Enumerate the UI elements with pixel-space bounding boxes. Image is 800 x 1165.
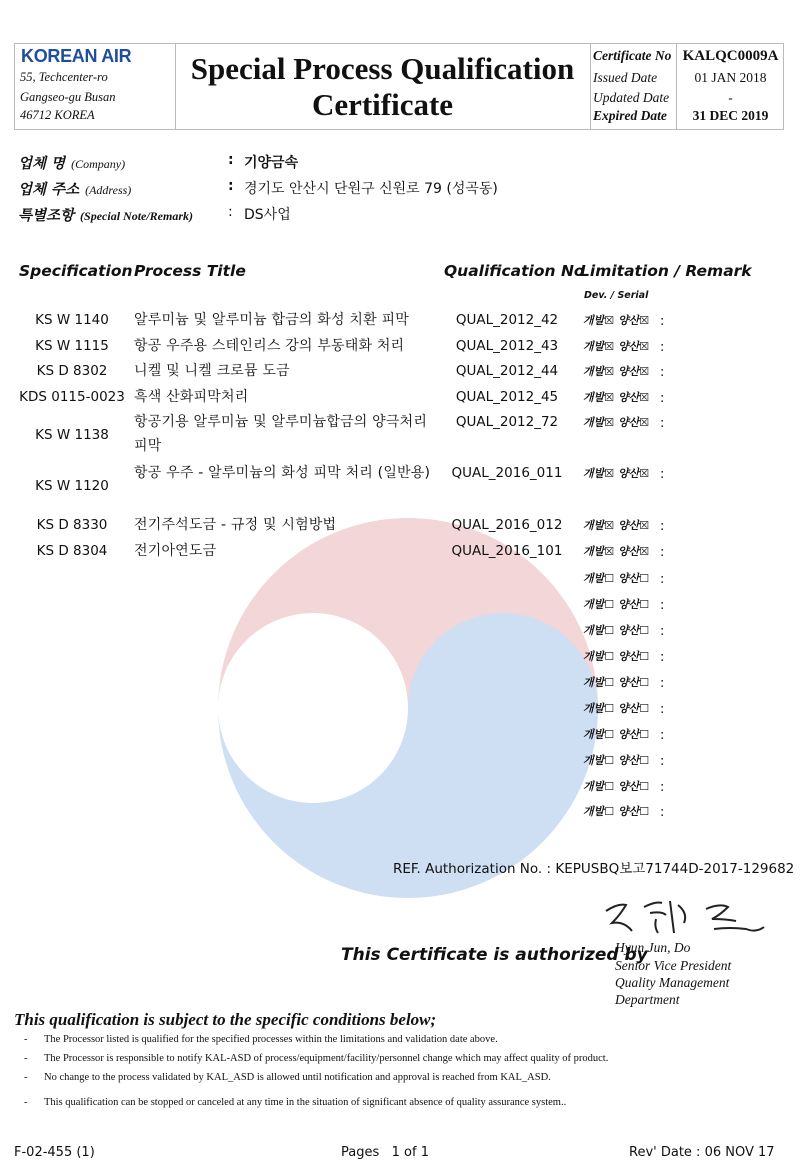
condition-item: - This qualification can be stopped or canceled at any time in the situation of significant absence of quality assurance system.. xyxy=(24,1097,567,1108)
limitation-cell: 개발☒ 양산☒ xyxy=(583,391,650,404)
limitation-cell: 개발☐ 양산☐ xyxy=(583,780,650,793)
limitation-cell: 개발☐ 양산☐ xyxy=(583,624,650,637)
remark-colon: : xyxy=(660,572,665,587)
expired-date-value: 31 DEC 2019 xyxy=(692,108,769,123)
remark-colon: : xyxy=(660,780,665,795)
address-label-ko: 업체 주소 xyxy=(18,182,80,198)
remark-colon: : xyxy=(660,650,665,665)
title-line-2: Certificate xyxy=(311,87,454,122)
header-qualification-no: Qualification No xyxy=(444,262,585,280)
company-label-ko: 업체 명 xyxy=(18,156,66,172)
signer-name: Hyun Jun, Do xyxy=(615,940,691,955)
spec-cell: KS D 8330 xyxy=(36,517,108,533)
process-title-cell: 흑색 산화피막처리 xyxy=(134,389,249,405)
limitation-cell: 개발☒ 양산☒ xyxy=(583,519,650,532)
qualification-no-cell: QUAL_2016_012 xyxy=(451,517,563,533)
header-limitation-remark: Limitation / Remark xyxy=(580,262,752,280)
header-process-title: Process Title xyxy=(134,262,246,280)
signature-image xyxy=(596,893,766,939)
certificate-no-value: KALQC0009A xyxy=(682,48,779,64)
watermark-emblem xyxy=(218,518,598,898)
address-label-en: (Address) xyxy=(85,183,132,197)
spec-cell: KS W 1140 xyxy=(35,312,109,328)
remark-colon: : xyxy=(660,676,665,691)
condition-item: - No change to the process validated by KAL_ASD is allowed until notification and approval is reached from KAL_ASD. xyxy=(24,1072,551,1083)
dev-serial-label: Dev. / Serial xyxy=(584,290,649,301)
spec-cell: KS D 8304 xyxy=(36,543,108,559)
remark-colon: : xyxy=(660,467,665,482)
limitation-cell: 개발☐ 양산☐ xyxy=(583,728,650,741)
reference-number: REF. Authorization No. : KEPUSBQ보고71744D-2017-129682 xyxy=(393,861,795,877)
certificate-no-label: Certificate No xyxy=(593,48,672,63)
document-title xyxy=(175,44,591,129)
process-title-cell: 항공 우주 - 알루미늄의 화성 피막 처리 (일반용) xyxy=(134,465,431,481)
limitation-cell: 개발☒ 양산☒ xyxy=(583,340,650,353)
certificate-header xyxy=(14,43,784,130)
company-name-row xyxy=(18,152,299,174)
spec-cell: KS D 8302 xyxy=(36,363,108,379)
address-separator: : xyxy=(228,178,234,194)
remark-colon: : xyxy=(660,519,665,534)
expired-date-row xyxy=(590,108,783,128)
special-note-value: DS사업 xyxy=(244,207,291,223)
signer-department-line-1: Quality Management xyxy=(615,975,730,990)
note-separator: : xyxy=(228,204,233,220)
revision-date: Rev' Date : 06 NOV 17 xyxy=(629,1145,775,1160)
authorization-statement: This Certificate is authorized by xyxy=(341,945,648,965)
process-title-cell: 항공 우주용 스테인리스 강의 부동태화 처리 xyxy=(134,338,405,354)
issued-date-row xyxy=(590,70,783,90)
limitation-cell: 개발☐ 양산☐ xyxy=(583,650,650,663)
title-line-1: Special Process Qualification xyxy=(190,51,575,86)
address-line-2: Gangseo-gu Busan xyxy=(20,90,116,104)
qualification-no-cell: QUAL_2016_011 xyxy=(451,465,563,481)
company-address-value: 경기도 안산시 단원구 신원로 79 (성곡동) xyxy=(244,181,498,197)
conditions-heading: This qualification is subject to the specific conditions below; xyxy=(14,1010,437,1029)
condition-item: - The Processor listed is qualified for the specified processes within the limitations and validation date above. xyxy=(24,1034,498,1045)
updated-date-row xyxy=(590,90,783,110)
limitation-cell: 개발☒ 양산☒ xyxy=(583,545,650,558)
company-separator: : xyxy=(228,152,234,168)
address-line-1: 55, Techcenter-ro xyxy=(20,70,108,84)
updated-date-label: Updated Date xyxy=(593,90,670,105)
header-specification: Specification xyxy=(19,262,133,280)
special-note-row xyxy=(18,204,291,226)
certificate-no-row xyxy=(590,48,783,68)
company-label-en: (Company) xyxy=(71,157,126,171)
process-title-cell: 항공기용 알루미늄 및 알루미늄합금의 양극처리 피막 xyxy=(134,414,428,454)
limitation-cell: 개발☐ 양산☐ xyxy=(583,805,650,818)
remark-colon: : xyxy=(660,314,665,329)
limitation-cell: 개발☒ 양산☒ xyxy=(583,467,650,480)
remark-colon: : xyxy=(660,365,665,380)
signer-title: Senior Vice President xyxy=(615,958,732,973)
limitation-cell: 개발☒ 양산☒ xyxy=(583,416,650,429)
qualification-no-cell: QUAL_2012_72 xyxy=(455,414,559,430)
page-count: Pages 1 of 1 xyxy=(341,1145,429,1160)
limitation-cell: 개발☐ 양산☐ xyxy=(583,676,650,689)
address-line-3: 46712 KOREA xyxy=(20,108,95,122)
qualification-no-cell: QUAL_2016_101 xyxy=(451,543,563,559)
process-title-cell: 전기주석도금 - 규정 및 시험방법 xyxy=(134,517,337,533)
company-name-value: 기양금속 xyxy=(244,155,299,171)
korean-air-logo: KOREAN AIR xyxy=(21,46,132,66)
remark-colon: : xyxy=(660,340,665,355)
spec-cell: KDS 0115-0023 xyxy=(19,389,125,405)
spec-cell: KS W 1138 xyxy=(35,427,109,443)
qualification-no-cell: QUAL_2012_43 xyxy=(455,338,559,354)
process-title-cell: 알루미늄 및 알루미늄 합금의 화성 치환 피막 xyxy=(134,312,409,328)
updated-date-value: - xyxy=(728,90,733,105)
condition-item: - The Processor is responsible to notify KAL-ASD of process/equipment/facility/personnel change which may affect quality of product. xyxy=(24,1053,609,1064)
limitation-cell: 개발☐ 양산☐ xyxy=(583,598,650,611)
limitation-cell: 개발☐ 양산☐ xyxy=(583,702,650,715)
limitation-cell: 개발☐ 양산☐ xyxy=(583,572,650,585)
qualification-no-cell: QUAL_2012_45 xyxy=(455,389,559,405)
process-title-cell: 니켈 및 니켈 크로뮴 도금 xyxy=(134,363,290,379)
limitation-cell: 개발☐ 양산☐ xyxy=(583,754,650,767)
remark-colon: : xyxy=(660,728,665,743)
company-address-row xyxy=(18,178,498,200)
spec-cell: KS W 1115 xyxy=(35,338,109,354)
qualification-no-cell: QUAL_2012_42 xyxy=(455,312,559,328)
remark-colon: : xyxy=(660,416,665,431)
remark-colon: : xyxy=(660,391,665,406)
issuer-block xyxy=(15,44,176,129)
qualification-no-cell: QUAL_2012_44 xyxy=(455,363,559,379)
issued-date-value: 01 JAN 2018 xyxy=(694,70,767,85)
process-title-cell: 전기아연도금 xyxy=(134,543,217,559)
remark-colon: : xyxy=(660,545,665,560)
note-label-en: (Special Note/Remark) xyxy=(80,209,194,223)
limitation-cell: 개발☒ 양산☒ xyxy=(583,314,650,327)
remark-colon: : xyxy=(660,754,665,769)
remark-colon: : xyxy=(660,702,665,717)
spec-cell: KS W 1120 xyxy=(35,478,109,494)
expired-date-label: Expired Date xyxy=(593,108,667,123)
note-label-ko: 특별조항 xyxy=(18,208,75,224)
issued-date-label: Issued Date xyxy=(593,70,658,85)
remark-colon: : xyxy=(660,805,665,820)
remark-colon: : xyxy=(660,598,665,613)
limitation-cell: 개발☒ 양산☒ xyxy=(583,365,650,378)
signer-department-line-2: Department xyxy=(615,992,680,1007)
remark-colon: : xyxy=(660,624,665,639)
form-number: F-02-455 (1) xyxy=(14,1145,95,1160)
certificate-info-block xyxy=(590,44,783,129)
